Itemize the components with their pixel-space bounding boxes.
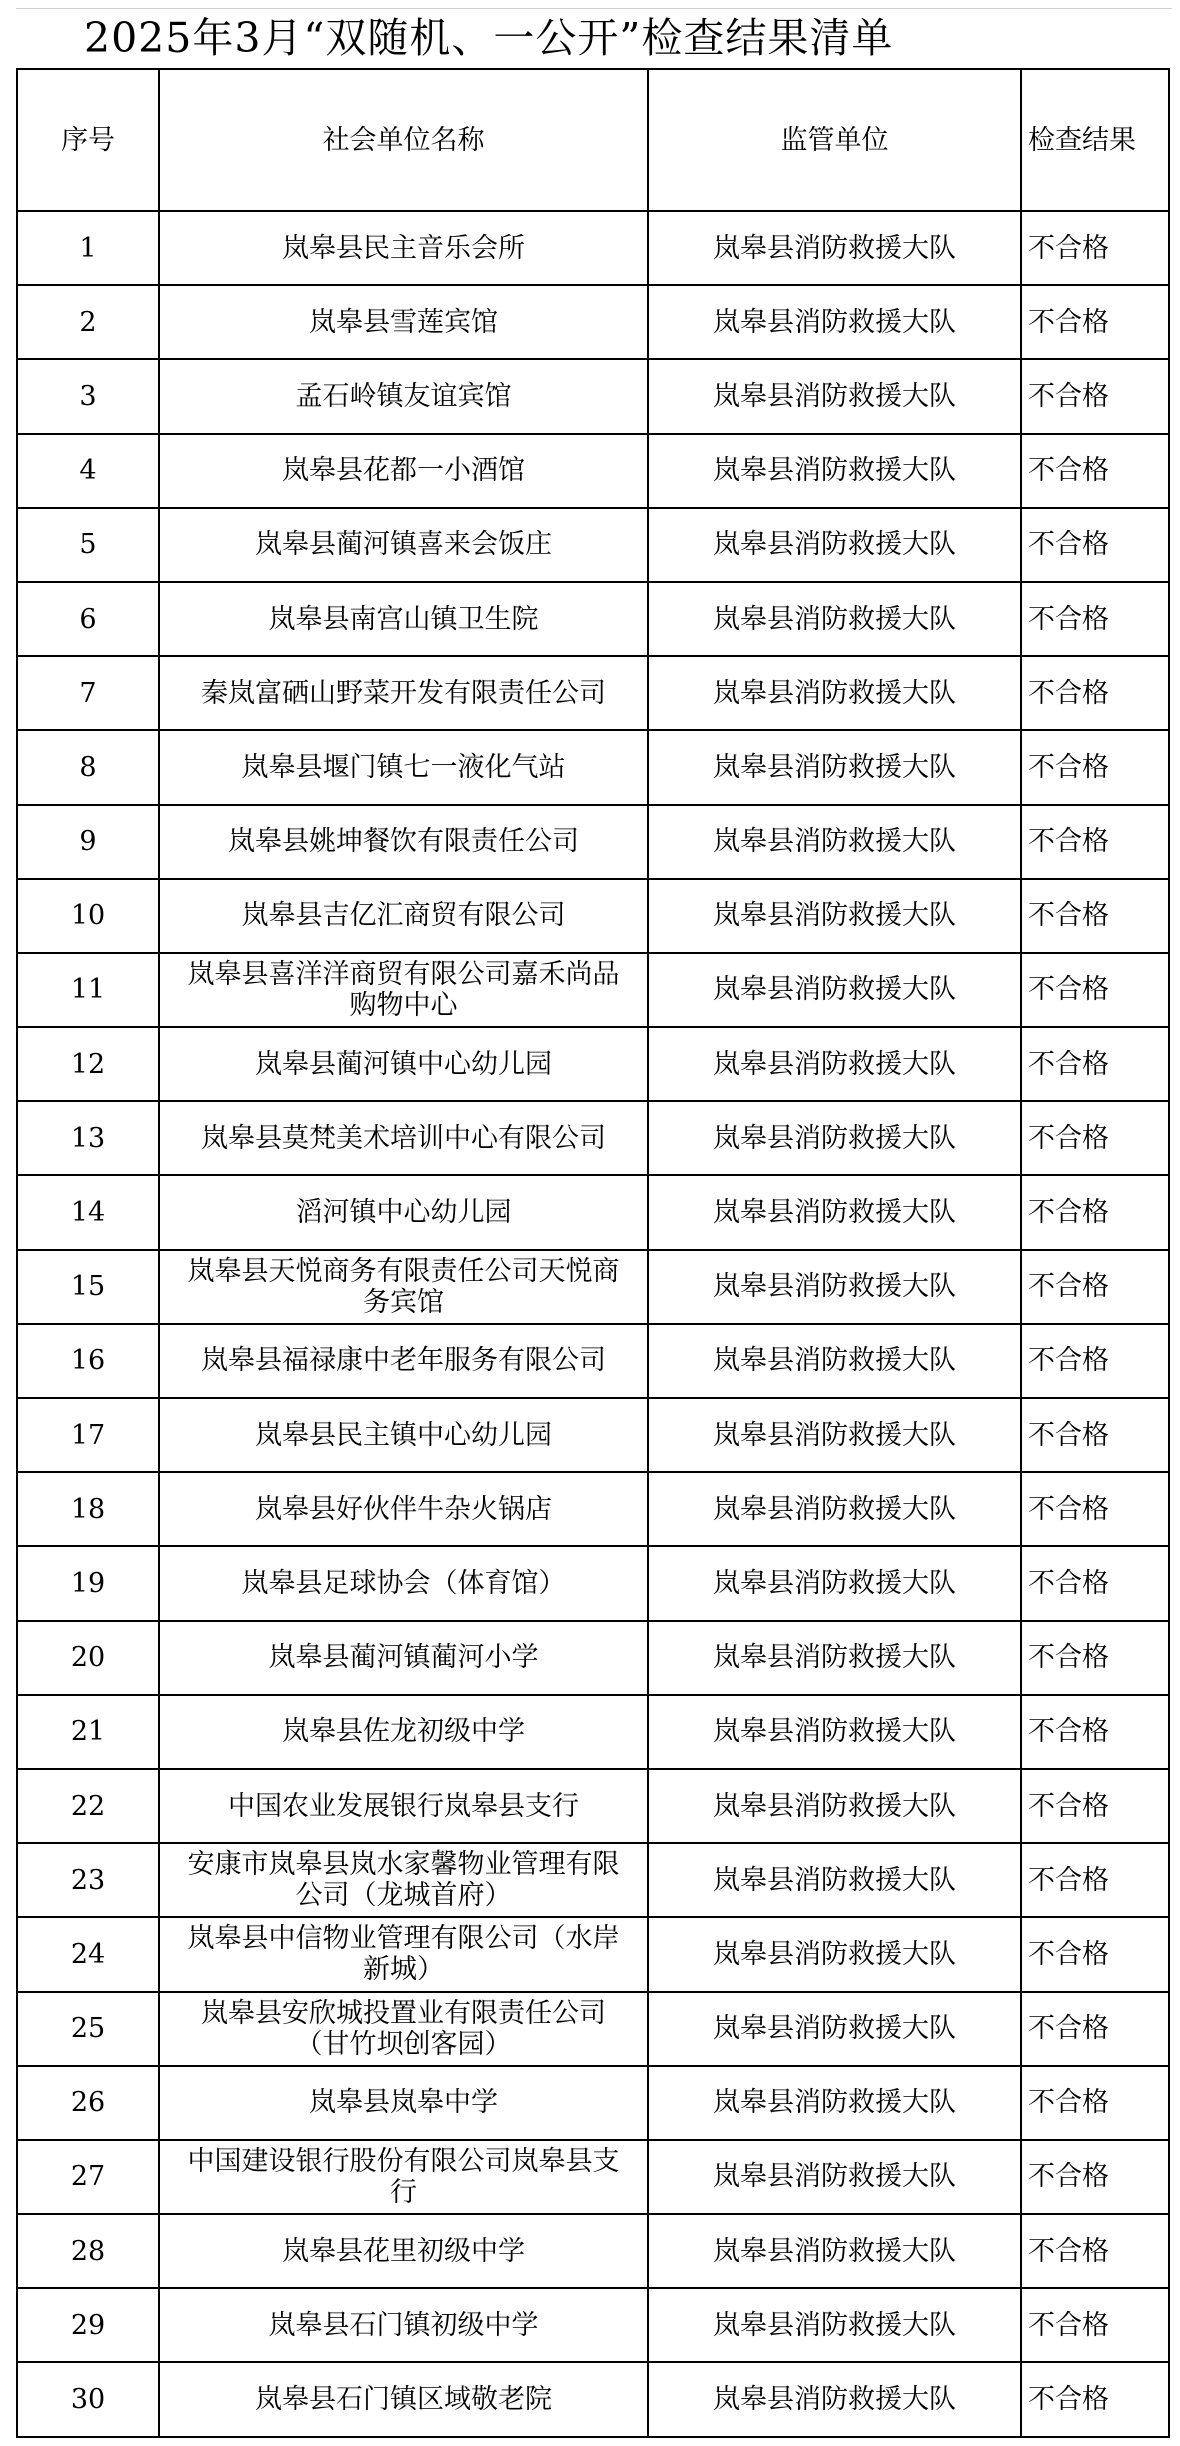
cell-serial-number: 26	[17, 2066, 159, 2140]
cell-serial-number: 24	[17, 1917, 159, 1991]
cell-supervising-unit: 岚皋县消防救援大队	[648, 1769, 1021, 1843]
table-row	[17, 359, 1169, 433]
table-body	[17, 211, 1169, 2437]
cell-unit-name: 岚皋县岚皋中学	[159, 2066, 648, 2140]
cell-inspection-result: 不合格	[1021, 2214, 1169, 2288]
cell-serial-number: 25	[17, 1992, 159, 2066]
cell-serial-number: 27	[17, 2140, 159, 2214]
cell-supervising-unit: 岚皋县消防救援大队	[648, 508, 1021, 582]
cell-unit-name: 中国建设银行股份有限公司岚皋县支行	[159, 2140, 648, 2214]
cell-serial-number: 13	[17, 1101, 159, 1175]
cell-inspection-result: 不合格	[1021, 1769, 1169, 1843]
cell-serial-number: 28	[17, 2214, 159, 2288]
cell-supervising-unit: 岚皋县消防救援大队	[648, 1843, 1021, 1917]
cell-serial-number: 22	[17, 1769, 159, 1843]
table-row	[17, 1992, 1169, 2066]
cell-serial-number: 10	[17, 879, 159, 953]
cell-unit-name: 岚皋县石门镇初级中学	[159, 2288, 648, 2362]
table-row	[17, 434, 1169, 508]
cell-inspection-result: 不合格	[1021, 2140, 1169, 2214]
cell-inspection-result: 不合格	[1021, 1992, 1169, 2066]
cell-inspection-result: 不合格	[1021, 1398, 1169, 1472]
cell-supervising-unit: 岚皋县消防救援大队	[648, 1398, 1021, 1472]
table-row	[17, 2066, 1169, 2140]
cell-serial-number: 5	[17, 508, 159, 582]
cell-inspection-result: 不合格	[1021, 879, 1169, 953]
cell-inspection-result: 不合格	[1021, 656, 1169, 730]
cell-serial-number: 15	[17, 1250, 159, 1324]
cell-serial-number: 7	[17, 656, 159, 730]
cell-inspection-result: 不合格	[1021, 2288, 1169, 2362]
cell-unit-name: 岚皋县莫梵美术培训中心有限公司	[159, 1101, 648, 1175]
table-row	[17, 1621, 1169, 1695]
cell-unit-name: 岚皋县佐龙初级中学	[159, 1695, 648, 1769]
cell-inspection-result: 不合格	[1021, 285, 1169, 359]
cell-serial-number: 4	[17, 434, 159, 508]
cell-serial-number: 19	[17, 1546, 159, 1620]
cell-inspection-result: 不合格	[1021, 1917, 1169, 1991]
page-title: 2025年3月“双随机、一公开”检查结果清单	[84, 14, 894, 62]
table-row	[17, 879, 1169, 953]
header-serial-number: 序号	[17, 69, 159, 211]
cell-serial-number: 6	[17, 582, 159, 656]
cell-supervising-unit: 岚皋县消防救援大队	[648, 1472, 1021, 1546]
cell-serial-number: 20	[17, 1621, 159, 1695]
cell-inspection-result: 不合格	[1021, 2066, 1169, 2140]
cell-inspection-result: 不合格	[1021, 953, 1169, 1027]
cell-unit-name: 岚皋县花里初级中学	[159, 2214, 648, 2288]
table-row	[17, 805, 1169, 879]
cell-serial-number: 2	[17, 285, 159, 359]
cell-supervising-unit: 岚皋县消防救援大队	[648, 730, 1021, 804]
cell-serial-number: 21	[17, 1695, 159, 1769]
cell-supervising-unit: 岚皋县消防救援大队	[648, 1695, 1021, 1769]
header-unit-name: 社会单位名称	[159, 69, 648, 211]
cell-serial-number: 14	[17, 1175, 159, 1249]
cell-serial-number: 9	[17, 805, 159, 879]
cell-serial-number: 29	[17, 2288, 159, 2362]
header-supervising-unit: 监管单位	[648, 69, 1021, 211]
cell-supervising-unit: 岚皋县消防救援大队	[648, 953, 1021, 1027]
cell-serial-number: 16	[17, 1324, 159, 1398]
header-inspection-result: 检查结果	[1021, 69, 1169, 211]
cell-supervising-unit: 岚皋县消防救援大队	[648, 1101, 1021, 1175]
cell-supervising-unit: 岚皋县消防救援大队	[648, 2214, 1021, 2288]
cell-unit-name: 岚皋县堰门镇七一液化气站	[159, 730, 648, 804]
cell-serial-number: 3	[17, 359, 159, 433]
cell-inspection-result: 不合格	[1021, 359, 1169, 433]
table-row	[17, 2214, 1169, 2288]
table-row	[17, 1917, 1169, 1991]
cell-inspection-result: 不合格	[1021, 730, 1169, 804]
cell-supervising-unit: 岚皋县消防救援大队	[648, 2066, 1021, 2140]
table-row	[17, 582, 1169, 656]
table-row	[17, 656, 1169, 730]
cell-supervising-unit: 岚皋县消防救援大队	[648, 582, 1021, 656]
table-row	[17, 1843, 1169, 1917]
inspection-results-table	[16, 68, 1170, 2438]
cell-unit-name: 岚皋县蔺河镇喜来会饭庄	[159, 508, 648, 582]
table-row	[17, 1472, 1169, 1546]
cell-unit-name: 岚皋县南宫山镇卫生院	[159, 582, 648, 656]
cell-unit-name: 岚皋县花都一小酒馆	[159, 434, 648, 508]
table-row	[17, 1695, 1169, 1769]
cell-unit-name: 岚皋县雪莲宾馆	[159, 285, 648, 359]
cell-supervising-unit: 岚皋县消防救援大队	[648, 211, 1021, 285]
cell-unit-name: 秦岚富硒山野菜开发有限责任公司	[159, 656, 648, 730]
cell-serial-number: 23	[17, 1843, 159, 1917]
table-row	[17, 1250, 1169, 1324]
cell-inspection-result: 不合格	[1021, 1101, 1169, 1175]
page-top-rule	[16, 8, 1172, 9]
cell-inspection-result: 不合格	[1021, 1621, 1169, 1695]
table-row	[17, 2140, 1169, 2214]
cell-serial-number: 1	[17, 211, 159, 285]
cell-inspection-result: 不合格	[1021, 805, 1169, 879]
cell-inspection-result: 不合格	[1021, 1843, 1169, 1917]
cell-unit-name: 岚皋县姚坤餐饮有限责任公司	[159, 805, 648, 879]
table-row	[17, 730, 1169, 804]
cell-unit-name: 岚皋县民主镇中心幼儿园	[159, 1398, 648, 1472]
cell-supervising-unit: 岚皋县消防救援大队	[648, 1027, 1021, 1101]
cell-inspection-result: 不合格	[1021, 508, 1169, 582]
cell-serial-number: 12	[17, 1027, 159, 1101]
cell-supervising-unit: 岚皋县消防救援大队	[648, 359, 1021, 433]
cell-inspection-result: 不合格	[1021, 1546, 1169, 1620]
cell-unit-name: 岚皋县福禄康中老年服务有限公司	[159, 1324, 648, 1398]
table-row	[17, 1546, 1169, 1620]
cell-inspection-result: 不合格	[1021, 1472, 1169, 1546]
cell-inspection-result: 不合格	[1021, 434, 1169, 508]
cell-unit-name: 岚皋县蔺河镇蔺河小学	[159, 1621, 648, 1695]
table-row	[17, 285, 1169, 359]
cell-inspection-result: 不合格	[1021, 1027, 1169, 1101]
cell-serial-number: 8	[17, 730, 159, 804]
cell-serial-number: 18	[17, 1472, 159, 1546]
cell-supervising-unit: 岚皋县消防救援大队	[648, 1250, 1021, 1324]
cell-unit-name: 中国农业发展银行岚皋县支行	[159, 1769, 648, 1843]
cell-serial-number: 30	[17, 2362, 159, 2436]
cell-unit-name: 岚皋县喜洋洋商贸有限公司嘉禾尚品购物中心	[159, 953, 648, 1027]
cell-supervising-unit: 岚皋县消防救援大队	[648, 1621, 1021, 1695]
cell-supervising-unit: 岚皋县消防救援大队	[648, 1992, 1021, 2066]
cell-supervising-unit: 岚皋县消防救援大队	[648, 1546, 1021, 1620]
cell-supervising-unit: 岚皋县消防救援大队	[648, 1324, 1021, 1398]
table-row	[17, 1175, 1169, 1249]
cell-unit-name: 岚皋县蔺河镇中心幼儿园	[159, 1027, 648, 1101]
cell-serial-number: 17	[17, 1398, 159, 1472]
cell-unit-name: 岚皋县中信物业管理有限公司（水岸新城）	[159, 1917, 648, 1991]
table-row	[17, 2288, 1169, 2362]
table-row	[17, 508, 1169, 582]
cell-unit-name: 孟石岭镇友谊宾馆	[159, 359, 648, 433]
cell-serial-number: 11	[17, 953, 159, 1027]
cell-inspection-result: 不合格	[1021, 211, 1169, 285]
cell-unit-name: 滔河镇中心幼儿园	[159, 1175, 648, 1249]
cell-unit-name: 岚皋县天悦商务有限责任公司天悦商务宾馆	[159, 1250, 648, 1324]
cell-inspection-result: 不合格	[1021, 1175, 1169, 1249]
cell-supervising-unit: 岚皋县消防救援大队	[648, 1917, 1021, 1991]
cell-unit-name: 岚皋县足球协会（体育馆）	[159, 1546, 648, 1620]
cell-supervising-unit: 岚皋县消防救援大队	[648, 285, 1021, 359]
table-row	[17, 1101, 1169, 1175]
cell-supervising-unit: 岚皋县消防救援大队	[648, 2140, 1021, 2214]
cell-supervising-unit: 岚皋县消防救援大队	[648, 879, 1021, 953]
cell-supervising-unit: 岚皋县消防救援大队	[648, 656, 1021, 730]
cell-unit-name: 岚皋县安欣城投置业有限责任公司（甘竹坝创客园）	[159, 1992, 648, 2066]
cell-inspection-result: 不合格	[1021, 582, 1169, 656]
cell-supervising-unit: 岚皋县消防救援大队	[648, 805, 1021, 879]
table-row	[17, 211, 1169, 285]
table-row	[17, 1324, 1169, 1398]
table-row	[17, 1398, 1169, 1472]
cell-inspection-result: 不合格	[1021, 2362, 1169, 2436]
table-row	[17, 1027, 1169, 1101]
cell-unit-name: 岚皋县民主音乐会所	[159, 211, 648, 285]
table-header-row	[17, 69, 1169, 211]
cell-unit-name: 岚皋县吉亿汇商贸有限公司	[159, 879, 648, 953]
cell-unit-name: 岚皋县石门镇区域敬老院	[159, 2362, 648, 2436]
cell-inspection-result: 不合格	[1021, 1324, 1169, 1398]
cell-inspection-result: 不合格	[1021, 1250, 1169, 1324]
cell-supervising-unit: 岚皋县消防救援大队	[648, 1175, 1021, 1249]
table-row	[17, 2362, 1169, 2436]
table-row	[17, 953, 1169, 1027]
cell-supervising-unit: 岚皋县消防救援大队	[648, 434, 1021, 508]
cell-supervising-unit: 岚皋县消防救援大队	[648, 2288, 1021, 2362]
cell-supervising-unit: 岚皋县消防救援大队	[648, 2362, 1021, 2436]
table-row	[17, 1769, 1169, 1843]
cell-unit-name: 安康市岚皋县岚水家馨物业管理有限公司（龙城首府）	[159, 1843, 648, 1917]
cell-unit-name: 岚皋县好伙伴牛杂火锅店	[159, 1472, 648, 1546]
cell-inspection-result: 不合格	[1021, 1695, 1169, 1769]
